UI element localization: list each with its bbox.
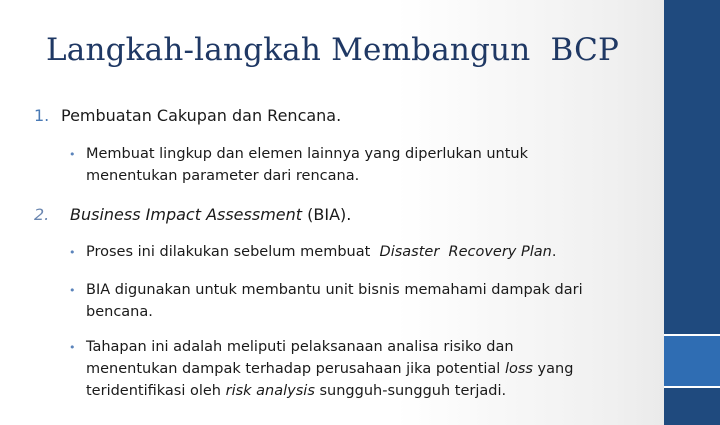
sub-bullet-text: Proses ini dilakukan sebelum membuat — [86, 244, 380, 260]
sub-bullet-line: BIA digunakan untuk membantu unit bisnis memahami dampak dari — [86, 282, 583, 298]
bullet-icon: • — [69, 148, 76, 161]
sub-bullet-line: bencana. — [86, 304, 153, 320]
item-text: Pembuatan Cakupan dan Rencana. — [61, 106, 342, 125]
sub-bullet-line: menentukan parameter dari rencana. — [86, 168, 360, 184]
sub-bullet-text: . — [551, 244, 557, 260]
item-text-italic: Business Impact Assessment — [70, 205, 303, 224]
slide-sidebar-accent — [664, 336, 720, 386]
sub-bullet-line — [86, 359, 573, 380]
bullet-icon: • — [69, 246, 76, 259]
sub-bullet-italic: risk analysis — [225, 383, 315, 399]
item-number: 2. — [34, 205, 50, 224]
item-text-rest: (BIA). — [302, 205, 352, 224]
sub-bullet-italic: Disaster Recovery Plan — [379, 244, 552, 260]
sidebar-divider — [664, 386, 720, 388]
sub-bullet-italic: loss — [504, 361, 533, 377]
sub-bullet-line: Tahapan ini adalah meliputi pelaksanaan analisa risiko dan — [86, 339, 514, 355]
sub-bullet-text: teridentifikasi oleh — [86, 383, 226, 399]
slide-title: Langkah-langkah Membangun BCP — [46, 32, 620, 68]
sidebar-divider — [664, 334, 720, 336]
item-text — [70, 205, 351, 224]
sub-bullet-text: yang — [532, 361, 574, 377]
sub-bullet-line — [86, 242, 556, 263]
bullet-icon: • — [69, 284, 76, 297]
item-number: 1. — [34, 106, 50, 125]
sub-bullet-text: sungguh-sungguh terjadi. — [314, 383, 507, 399]
sub-bullet-text: menentukan dampak terhadap perusahaan jika potential — [86, 361, 505, 377]
bullet-icon: • — [69, 341, 76, 354]
sub-bullet-line — [86, 381, 506, 402]
sub-bullet-line: Membuat lingkup dan elemen lainnya yang diperlukan untuk — [86, 146, 529, 162]
